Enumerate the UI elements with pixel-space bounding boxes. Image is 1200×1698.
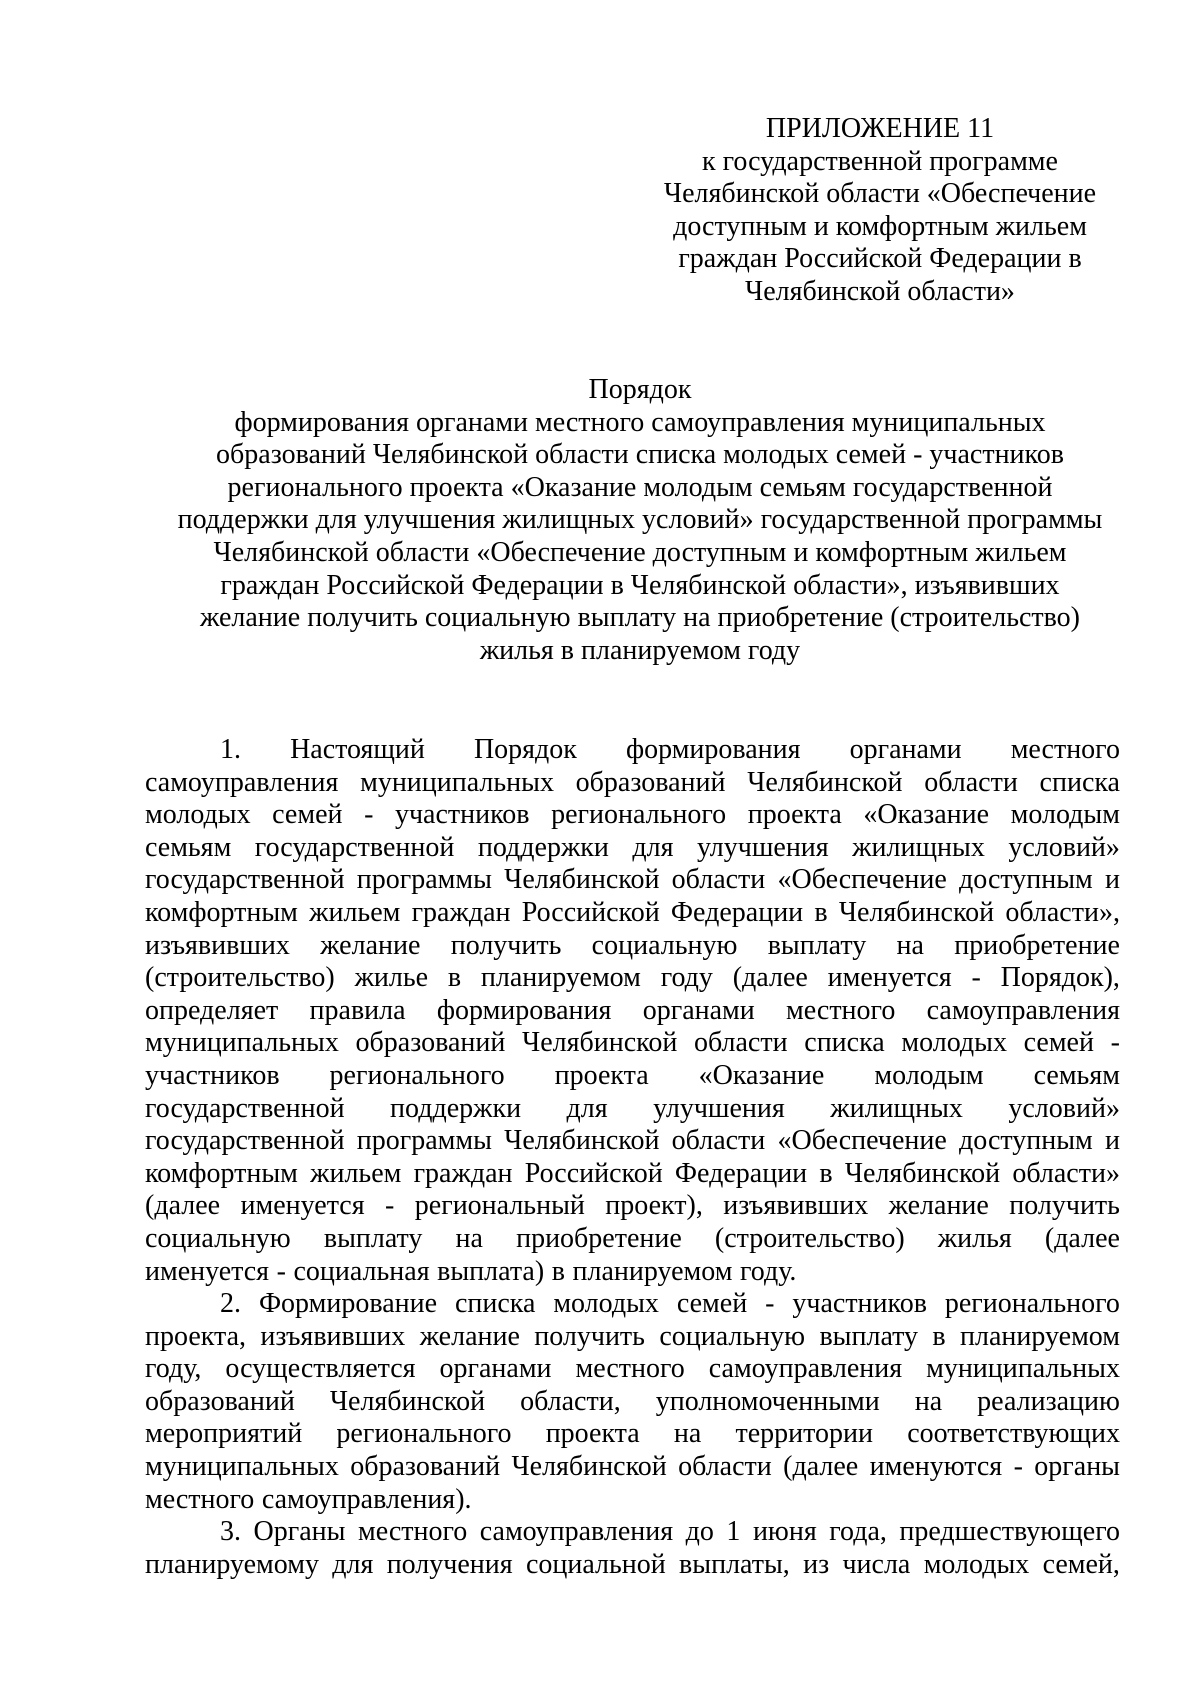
text-line: самоуправления муниципальных образований Челябинской области списка — [145, 766, 1120, 798]
paragraph-1 — [145, 734, 1120, 1288]
text-line: семьям государственной поддержки для улучшения жилищных условий» — [145, 831, 1120, 863]
appendix-line: ПРИЛОЖЕНИЕ 11 — [765, 113, 995, 144]
title-heading: Порядок — [588, 374, 692, 405]
document-title — [145, 374, 1135, 667]
paragraph-2 — [145, 1288, 1120, 1516]
text-line: местного самоуправления). — [145, 1483, 472, 1515]
appendix-line: граждан Российской Федерации в — [678, 243, 1082, 275]
text-line: участников регионального проекта «Оказание молодым семьям — [145, 1059, 1120, 1091]
text-line: комфортным жильем граждан Российской Федерации в Челябинской области» — [145, 1157, 1120, 1189]
text-line: определяет правила формирования органами местного самоуправления — [145, 994, 1120, 1026]
text-line: проекта, изъявивших желание получить социальную выплату в планируемом — [145, 1320, 1120, 1352]
appendix-line: к государственной программе — [702, 145, 1058, 177]
title-line: регионального проекта «Оказание молодым семьям государственной — [227, 471, 1053, 503]
appendix-line: Челябинской области «Обеспечение — [663, 178, 1097, 210]
appendix-line: доступным и комфортным жильем — [673, 210, 1087, 242]
text-line: муниципальных образований Челябинской области (далее именуются - органы — [145, 1451, 1120, 1483]
text-line: социальную выплату на приобретение (строительство) жилья (далее — [145, 1222, 1120, 1254]
text-line: 3. Органы местного самоуправления до 1 июня года, предшествующего — [220, 1516, 1120, 1548]
text-line: году, осуществляется органами местного самоуправления муниципальных — [145, 1353, 1120, 1385]
text-line: муниципальных образований Челябинской области списка молодых семей - — [145, 1027, 1120, 1059]
title-line: желание получить социальную выплату на приобретение (строительство) — [200, 602, 1080, 634]
appendix-line: Челябинской области» — [745, 275, 1015, 307]
title-line: граждан Российской Федерации в Челябинской области», изъявивших — [220, 569, 1060, 601]
paragraph-3 — [145, 1516, 1120, 1581]
text-line: именуется - социальная выплата) в планируемом году. — [145, 1255, 797, 1287]
document-body — [145, 734, 1120, 1581]
text-line: образований Челябинской области, уполномоченными на реализацию — [145, 1385, 1120, 1417]
text-line: комфортным жильем граждан Российской Федерации в Челябинской области», — [145, 896, 1120, 928]
text-line: (строительство) жилье в планируемом году (далее именуется - Порядок), — [145, 962, 1120, 994]
text-line: 1. Настоящий Порядок формирования органами местного — [220, 734, 1120, 765]
text-line: государственной программы Челябинской области «Обеспечение доступным и — [145, 1125, 1120, 1157]
title-line: образований Челябинской области списка молодых семей - участников — [216, 439, 1064, 471]
text-line: мероприятий регионального проекта на территории соответствующих — [145, 1418, 1120, 1450]
text-line: (далее именуется - региональный проект), изъявивших желание получить — [145, 1190, 1120, 1222]
appendix-header — [640, 113, 1120, 309]
text-line: молодых семей - участников регионального проекта «Оказание молодым — [145, 799, 1120, 831]
text-line: 2. Формирование списка молодых семей - участников регионального — [220, 1288, 1120, 1320]
text-line: изъявивших желание получить социальную выплату на приобретение — [145, 929, 1120, 961]
title-line: поддержки для улучшения жилищных условий» государственной программы — [177, 504, 1103, 536]
title-line: жилья в планируемом году — [479, 634, 801, 666]
text-line: государственной программы Челябинской области «Обеспечение доступным и — [145, 864, 1120, 896]
text-line: государственной поддержки для улучшения жилищных условий» — [145, 1092, 1120, 1124]
text-line: планируемому для получения социальной выплаты, из числа молодых семей, — [145, 1548, 1120, 1580]
title-line: Челябинской области «Обеспечение доступным и комфортным жильем — [213, 536, 1067, 568]
title-line: формирования органами местного самоуправления муниципальных — [234, 406, 1046, 438]
